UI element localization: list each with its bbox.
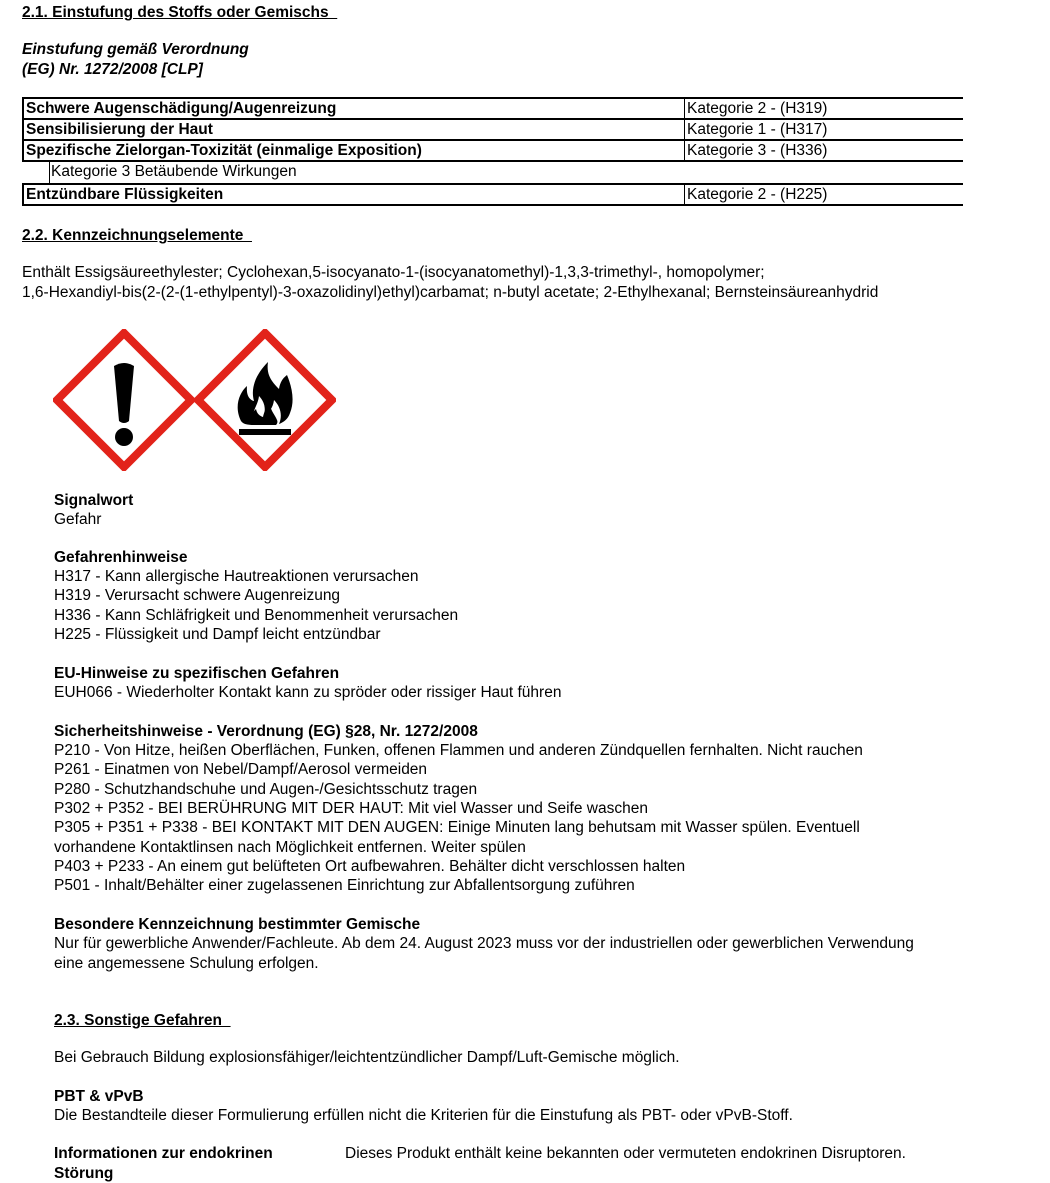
other-hazards-text: Bei Gebrauch Bildung explosionsfähiger/leichtentzündlicher Dampf/Luft-Gemische möglich. — [54, 1049, 680, 1066]
eu-statement: EUH066 - Wiederholter Kontakt kann zu spröder oder rissiger Haut führen — [54, 684, 562, 701]
classification-table — [22, 97, 963, 206]
precautionary-statement: P305 + P351 + P338 - BEI KONTAKT MIT DEN AUGEN: Einige Minuten lang behutsam mit Wasser spülen. Eventuell — [54, 819, 860, 836]
contains-line-2: 1,6-Hexandiyl-bis(2-(2-(1-ethylpentyl)-3-oxazolidinyl)ethyl)carbamat; n-butyl acetate; 2-Ethylhexanal; Bernsteinsäureanhydrid — [22, 284, 879, 301]
table-row — [23, 184, 963, 205]
contains-line-1: Enthält Essigsäureethylester; Cyclohexan,5-isocyanato-1-(isocyanatomethyl)-1,3,3-trimethyl-, homopolymer; — [22, 264, 765, 281]
regulation-line-1: Einstufung gemäß Verordnung — [22, 41, 249, 58]
hazard-class-cell: Spezifische Zielorgan-Toxizität (einmalige Exposition) — [23, 140, 685, 161]
hazard-class-cell: Schwere Augenschädigung/Augenreizung — [23, 98, 685, 119]
pbt-label: PBT & vPvB — [54, 1088, 144, 1105]
hazard-statements-label: Gefahrenhinweise — [54, 549, 188, 566]
eu-statements-label: EU-Hinweise zu spezifischen Gefahren — [54, 665, 340, 682]
precautionary-statement: P280 - Schutzhandschuhe und Augen-/Gesichtsschutz tragen — [54, 781, 478, 798]
hazard-category-cell: Kategorie 1 - (H317) — [685, 119, 964, 140]
table-row — [23, 140, 963, 161]
hazard-statement: H317 - Kann allergische Hautreaktionen verursachen — [54, 568, 419, 585]
special-labelling-text-2: eine angemessene Schulung erfolgen. — [54, 955, 319, 972]
signal-word-label: Signalwort — [54, 492, 134, 509]
special-labelling-label: Besondere Kennzeichnung bestimmter Gemische — [54, 916, 421, 933]
hazard-statement: H336 - Kann Schläfrigkeit und Benommenheit verursachen — [54, 607, 459, 624]
hazard-class-cell: Sensibilisierung der Haut — [23, 119, 685, 140]
precautionary-statement: P302 + P352 - BEI BERÜHRUNG MIT DER HAUT: Mit viel Wasser und Seife waschen — [54, 800, 648, 817]
table-row — [23, 161, 963, 184]
flame-icon — [194, 329, 336, 471]
special-labelling-text-1: Nur für gewerbliche Anwender/Fachleute. Ab dem 24. August 2023 muss vor der industriellen oder gewerblichen Verwendung — [54, 935, 914, 952]
precautionary-statement: P501 - Inhalt/Behälter einer zugelassenen Einrichtung zur Abfallentsorgung zuführen — [54, 877, 635, 894]
precautionary-statements-label: Sicherheitshinweise - Verordnung (EG) §28, Nr. 1272/2008 — [54, 723, 478, 740]
table-row — [23, 98, 963, 119]
pbt-text: Die Bestandteile dieser Formulierung erfüllen nicht die Kriterien für die Einstufung als PBT- oder vPvB-Stoff. — [54, 1107, 793, 1124]
section-2-3-heading: 2.3. Sonstige Gefahren — [54, 1012, 231, 1029]
precautionary-statement: P210 - Von Hitze, heißen Oberflächen, Funken, offenen Flammen und anderen Zündquellen fernhalten. Nicht rauchen — [54, 742, 863, 759]
exclamation-mark-icon — [53, 329, 195, 471]
hazard-statement: H225 - Flüssigkeit und Dampf leicht entzündbar — [54, 626, 381, 643]
hazard-class-cell: Entzündbare Flüssigkeiten — [23, 184, 685, 205]
table-row — [23, 119, 963, 140]
section-2-2-heading: 2.2. Kennzeichnungselemente — [22, 227, 252, 244]
precautionary-statement: P261 - Einatmen von Nebel/Dampf/Aerosol vermeiden — [54, 761, 428, 778]
hazard-category-cell: Kategorie 3 - (H336) — [685, 140, 964, 161]
endocrine-label-line-1: Informationen zur endokrinen — [54, 1145, 273, 1162]
precautionary-statement: P403 + P233 - An einem gut belüfteten Ort aufbewahren. Behälter dicht verschlossen halten — [54, 858, 686, 875]
hazard-statement: H319 - Verursacht schwere Augenreizung — [54, 587, 341, 604]
hazard-subcategory-cell: Kategorie 3 Betäubende Wirkungen — [23, 161, 963, 184]
section-2-1-heading: 2.1. Einstufung des Stoffs oder Gemischs — [22, 4, 338, 21]
hazard-category-cell: Kategorie 2 - (H319) — [685, 98, 964, 119]
hazard-category-cell: Kategorie 2 - (H225) — [685, 184, 964, 205]
endocrine-label-line-2: Störung — [54, 1165, 114, 1182]
endocrine-text: Dieses Produkt enthält keine bekannten oder vermuteten endokrinen Disruptoren. — [345, 1145, 906, 1162]
precautionary-statement: vorhandene Kontaktlinsen nach Möglichkeit entfernen. Weiter spülen — [54, 839, 526, 856]
signal-word-value: Gefahr — [54, 511, 102, 528]
regulation-line-2: (EG) Nr. 1272/2008 [CLP] — [22, 61, 203, 78]
